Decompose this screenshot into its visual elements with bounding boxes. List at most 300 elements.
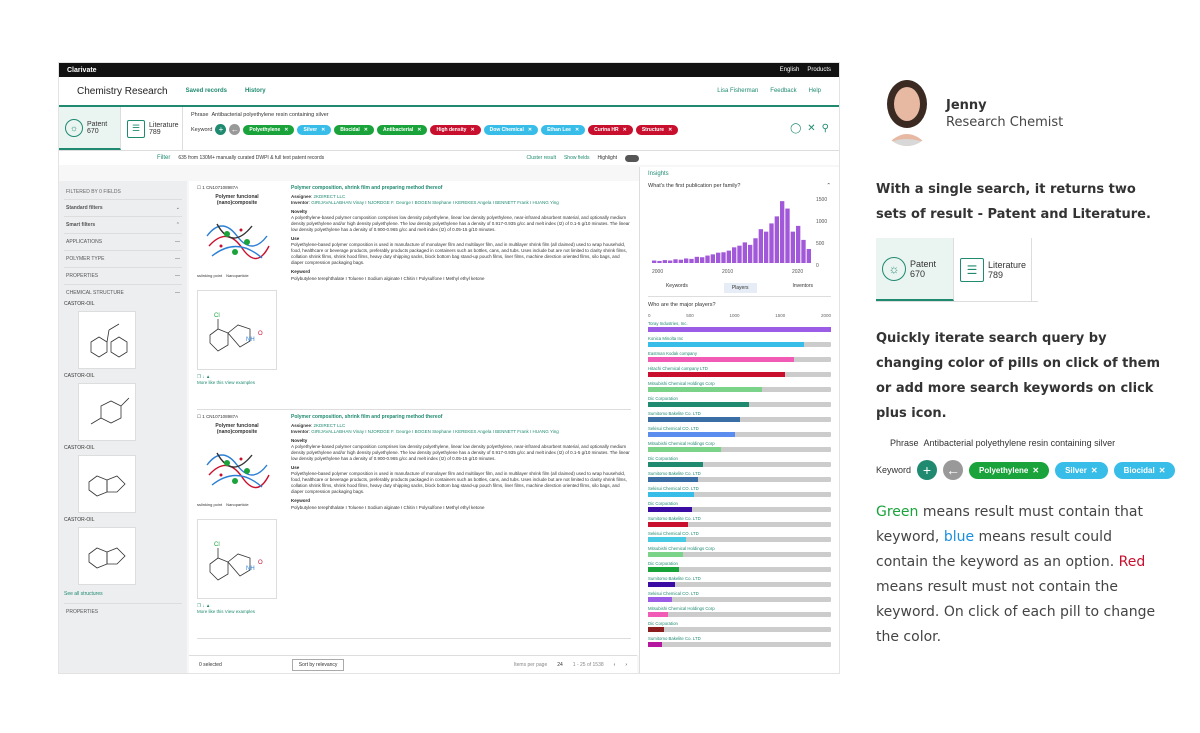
chevron-up-icon: ⌃ [175, 222, 180, 228]
cluster-result-button[interactable]: Cluster result [526, 155, 556, 161]
pill-label: Antibacterial [382, 126, 414, 133]
result-card[interactable] [197, 414, 631, 639]
player-name: Mitsubishi Chemical Holdings Corp [648, 546, 715, 551]
filter-properties-2[interactable] [64, 603, 182, 620]
svg-text:Cl: Cl [214, 313, 220, 319]
brand-logo: Clarivate [67, 66, 97, 74]
chemical-structure-label: CHEMICAL STRUCTURE [66, 290, 124, 296]
pill-label: Polyethylene [249, 126, 281, 133]
results-bar [59, 151, 839, 165]
applications-label: APPLICATIONS [66, 239, 103, 245]
pill-label: Curina HR [594, 126, 619, 133]
axis-tick: 1500 [775, 313, 786, 318]
chart-bar[interactable] [727, 251, 731, 263]
player-bar [648, 492, 694, 497]
axis-tick: 500 [686, 313, 694, 318]
close-icon[interactable]: ✕ [284, 126, 289, 133]
keyword-pill[interactable] [541, 125, 585, 135]
result-actions [197, 603, 285, 614]
chart-bar[interactable] [807, 249, 811, 263]
keyword-pill[interactable] [430, 125, 480, 135]
y-tick: 500 [816, 241, 825, 247]
player-bar-track [648, 627, 831, 632]
record-number: CN107108987A [206, 185, 239, 190]
inventor[interactable]: GIRIJAVALLABHAN Vinay I NJORDGE F. George I BOGEN Stephane I KEREKES Angela I BENNETT Frank I HUANG Ying [311, 199, 559, 205]
products-menu[interactable]: Products [807, 67, 831, 73]
player-name: Sekisui Chemical CO. LTD [648, 591, 699, 596]
tab-patent-label: Patent [910, 258, 937, 269]
player-bar-track [648, 567, 831, 572]
player-bar-track [648, 597, 831, 602]
result-text: Polymer composition, shrink film and preparing method thereof Assignee: 2KDIRECT LLC Inventor: GIRIJAVALLABHAN Vinay I NJORDGE F. George I BOGEN Stephane I KEREKES Angela I BENNETT Frank I HUANG Ying Novelty A polyethylene-based polymer composition comprises low density polyethylene, linear low density polyethylene, near-infrared absorbent material, and optionally medium density polyethylene and/or high density polyethylene. The low density polyethylene has a density of 0.917-0.935 g/cc and melt index (I2) of 0.1-5 g/10 minutes. The linear low density polyethylene has a density of 0.900-0.965 g/cc and melt index (I2) of 0.05-15 g/10 minutes. Use Polyethylene-based polymer composition is used in manufacture of monolayer film and multilayer film, and in multilayer shrink film (all claimed) used to wrap household, food, healthcare or beverage products, preferably products packaged in containers such as bottles, cans, and tubs. Uses include but are not limited to clarity shrink films, collation shrink films, shrink hood films, heavy duty shipping sacks, block bottom bag stand-up pouch films, liner films, machine direction oriented films, silo bags, and diaper compression packaging bags. Keyword Polybutylene terephthalate I Toluene I Sodium alginate I Chitin I Polysulfone I Methyl ethyl ketone [291, 414, 630, 510]
player-row[interactable] [648, 575, 831, 590]
chart-bar[interactable] [796, 226, 800, 263]
collapse-icon: — [175, 256, 180, 262]
chart-bar[interactable] [679, 260, 683, 263]
y-tick: 0 [816, 263, 819, 269]
language-select[interactable]: English [779, 67, 800, 73]
collapse-icon: — [175, 239, 180, 245]
player-bar [648, 447, 721, 452]
download-icon[interactable]: ↓ [202, 603, 205, 608]
chart-bar[interactable] [705, 256, 709, 263]
keyword-label: Keyword [876, 465, 912, 475]
app-title: Chemistry Research [77, 85, 168, 97]
search-tools [790, 107, 839, 150]
chart-bar[interactable] [732, 247, 736, 263]
player-row[interactable] [648, 440, 831, 455]
standard-filters[interactable] [64, 199, 182, 216]
x-tick: 2000 [652, 269, 664, 275]
chart-bar[interactable] [801, 240, 805, 263]
close-icon[interactable]: ✕ [622, 126, 627, 133]
field-label: Use [291, 236, 300, 242]
collapse-icon[interactable]: ⌃ [826, 183, 831, 189]
results-footer [189, 655, 637, 673]
show-fields-button[interactable]: Show fields [563, 155, 590, 161]
sort-select[interactable]: Sort by relevancy [292, 659, 345, 671]
properties-label: PROPERTIES [66, 273, 99, 279]
result-title[interactable]: Polymer composition, shrink film and preparing method thereof [291, 414, 443, 420]
y-tick: 1500 [816, 197, 828, 203]
result-card[interactable] [197, 185, 631, 410]
persona-name: Jenny [946, 98, 987, 113]
field-label: Inventor [291, 428, 309, 434]
player-bar-track [648, 462, 831, 467]
axis-tick: 0 [648, 313, 651, 318]
standard-filters-label: Standard filters [66, 205, 103, 211]
chart-bar[interactable] [769, 223, 773, 263]
copy-icon[interactable]: ❐ [197, 374, 202, 379]
chart-bar[interactable] [791, 232, 795, 263]
player-bar [648, 327, 831, 332]
user-menu[interactable]: Lisa Fisherman [717, 88, 759, 94]
filter-properties[interactable] [64, 267, 182, 284]
player-row[interactable] [648, 425, 831, 440]
player-bar [648, 642, 662, 647]
filtered-by: FILTERED BY 0 FIELDS [66, 189, 121, 195]
player-bar [648, 507, 692, 512]
novelty-text: A polyethylene-based polymer composition comprises low density polyethylene, linear low density polyethylene, near-infrared absorbent material, and optionally medium density polyethylene and/or high density polyethylene. The low density polyethylene has a density of 0.917-0.935 g/cc and melt index (I2) of 0.1-5 g/10 minutes. The linear low density polyethylene has a density of 0.900-0.965 g/cc and melt index (I2) of 0.05-15 g/10 minutes. [291, 443, 630, 462]
chart-bar[interactable] [700, 257, 704, 263]
novelty-text: A polyethylene-based polymer composition comprises low density polyethylene, linear low density polyethylene, near-infrared absorbent material, and optionally medium density polyethylene and/or high density polyethylene. The low density polyethylene has a density of 0.917-0.935 g/cc and melt index (I2) of 0.1-5 g/10 minutes. The linear low density polyethylene has a density of 0.900-0.965 g/cc and melt index (I2) of 0.05-15 g/10 minutes. [291, 214, 630, 233]
chart-bar[interactable] [737, 246, 741, 263]
smart-filters[interactable] [64, 216, 182, 233]
feedback-link[interactable]: Feedback [770, 88, 797, 94]
use-text: Polyethylene-based polymer composition is used in manufacture of monolayer film and multilayer film, and in multilayer shrink film (all claimed) used to wrap household, food, healthcare or beverage products, preferably products packaged in containers such as bottles, cans, and tubs. Uses include but are not limited to clarity shrink films, collation shrink films, shrink hood films, heavy duty shipping sacks, block bottom bag stand-up pouch films, liner films, machine direction oriented films, silo bags, and diaper compression packaging bags. [291, 471, 627, 495]
chart-bar[interactable] [775, 216, 779, 263]
player-bar-track [648, 387, 831, 392]
inventor[interactable]: GIRIJAVALLABHAN Vinay I NJORDGE F. George I BOGEN Stephane I KEREKES Angela I BENNETT Frank I HUANG Ying [311, 428, 559, 434]
chart-bar[interactable] [668, 261, 672, 263]
main-nav [59, 77, 839, 107]
player-name: Dic Corporation [648, 396, 678, 401]
prev-page-button[interactable]: ‹ [613, 661, 616, 668]
highlight-toggle[interactable]: Highlight [597, 155, 617, 161]
player-row[interactable] [648, 590, 831, 605]
player-name: Mitsubishi Chemical Holdings Corp [648, 606, 715, 611]
player-bar [648, 627, 664, 632]
player-row[interactable] [648, 545, 831, 560]
composite-diagram [197, 194, 277, 284]
assignee[interactable]: 2KDIRECT LLC [313, 422, 346, 428]
svg-text:NH: NH [246, 566, 255, 572]
saved-records-link[interactable]: Saved records [185, 88, 227, 94]
close-icon[interactable]: ✕ [807, 123, 816, 134]
player-bar-track [648, 357, 831, 362]
chart-bar[interactable] [753, 238, 757, 263]
player-row[interactable] [648, 350, 831, 365]
blue-word: blue [943, 529, 975, 545]
player-row[interactable] [648, 485, 831, 500]
player-row[interactable] [648, 410, 831, 425]
tab-patent-label: Patent [87, 120, 108, 128]
keyword-pill[interactable] [243, 125, 294, 135]
structure-thumbnail[interactable] [78, 311, 136, 369]
view-examples-link[interactable]: View examples [224, 609, 255, 614]
document-icon: ☰ [127, 120, 145, 138]
chart-bar[interactable] [743, 242, 747, 263]
player-name: Sekisui Chemical CO. LTD [648, 426, 699, 431]
player-bar-track [648, 582, 831, 587]
pill-label: Dow Chemical [489, 126, 524, 133]
player-bar [648, 582, 675, 587]
player-bar-track [648, 642, 831, 647]
pill-label: Silver [303, 126, 318, 133]
player-name: Dic Corporation [648, 456, 678, 461]
selected-count: 0 selected [199, 661, 222, 668]
results-list [189, 181, 639, 655]
help-link[interactable]: Help [808, 88, 821, 94]
chart-bar[interactable] [689, 259, 693, 263]
player-name: Sumitomo Bakelite Co. LTD [648, 516, 701, 521]
smart-filters-label: Smart filters [66, 222, 96, 228]
player-bar [648, 417, 740, 422]
svg-text:O: O [258, 560, 263, 566]
keyword-row [191, 124, 782, 135]
results-count: 635 from 130M+ manually curated DWPI & full text patent records [178, 155, 325, 161]
result-actions [197, 374, 285, 385]
history-link[interactable]: History [244, 88, 266, 94]
player-bar [648, 342, 804, 347]
search-area [59, 107, 839, 151]
chart-bar[interactable] [684, 258, 688, 263]
chart-bar[interactable] [780, 201, 784, 263]
player-bar [648, 522, 688, 527]
player-name: Toray Industries, Inc. [648, 321, 688, 326]
tab-literature-label: Literature [149, 121, 179, 129]
assignee[interactable]: 2KDIRECT LLC [313, 193, 346, 199]
close-icon[interactable]: ✕ [363, 126, 368, 133]
pill-green: Polyethylene ✕ [969, 462, 1049, 479]
player-name: Dic Corporation [648, 561, 678, 566]
pill-blue: Silver ✕ [1055, 462, 1108, 479]
axis-tick: 1000 [729, 313, 740, 318]
player-bar-track [648, 402, 831, 407]
player-row[interactable] [648, 320, 831, 335]
tab-inventors[interactable]: Inventors [792, 283, 814, 289]
player-bar-track [648, 372, 831, 377]
close-icon[interactable]: ✕ [417, 126, 422, 133]
castor-label: CASTOR-OIL [64, 517, 95, 523]
castor-label: CASTOR-OIL [64, 445, 95, 451]
avatar [878, 74, 936, 146]
player-row[interactable] [648, 395, 831, 410]
keyword-pill[interactable] [588, 125, 633, 135]
player-bar [648, 537, 686, 542]
phrase-value: Antibacterial polyethylene resin containing silver [923, 438, 1116, 448]
thumbs-up-icon[interactable]: ▲ [205, 603, 211, 608]
highlight-switch[interactable] [625, 155, 639, 162]
tab-keywords[interactable]: Keywords [665, 283, 688, 289]
result-images: ☐ 1 CN107108987A Polymer funcional (nano)composite sslinking point Nanoparticle Cl NH O ❐ ↓ ▲ More like this View examples [197, 185, 285, 409]
chart-bar[interactable] [657, 261, 661, 263]
top-bar [59, 63, 839, 77]
insights-title: Insights [648, 171, 669, 177]
player-name: Dic Corporation [648, 621, 678, 626]
items-per-page-select[interactable]: 24 [557, 661, 563, 668]
player-row[interactable] [648, 470, 831, 485]
tab-literature-count: 789 [988, 269, 1004, 280]
player-name: Sumitomo Bakelite Co. LTD [648, 576, 701, 581]
player-name: Mitsubishi Chemical Holdings Corp [648, 381, 715, 386]
player-name: Konica Minolta Inc [648, 336, 684, 341]
player-row[interactable] [648, 335, 831, 350]
back-icon[interactable]: ← [230, 125, 239, 134]
field-label: Novelty [291, 437, 308, 443]
insights-panel [639, 167, 839, 673]
view-examples-link[interactable]: View examples [224, 380, 255, 385]
next-page-button[interactable]: › [625, 661, 627, 668]
player-bar-track [648, 327, 831, 332]
pill-label: Polyethylene [979, 465, 1029, 475]
chart-bar[interactable] [748, 245, 752, 263]
note-pills: Quickly iterate search query by changing color of pills on click of them or add more search keywords on click plus icon. [876, 331, 1161, 421]
note-results: With a single search, it returns two sets of result - Patent and Literature. [876, 182, 1151, 222]
player-bar [648, 357, 794, 362]
players-question: Who are the major players? [648, 302, 716, 308]
structure-thumbnail[interactable] [78, 527, 136, 585]
pill-label: Biocidal [340, 126, 360, 133]
items-per-page-label: Items per page [513, 661, 548, 668]
filter-polymer-type[interactable] [64, 250, 182, 267]
more-like-this-link[interactable]: More like this [197, 380, 224, 385]
thumbs-up-icon[interactable]: ▲ [205, 374, 211, 379]
player-row[interactable] [648, 620, 831, 635]
download-icon[interactable]: ↓ [202, 374, 205, 379]
player-bar-track [648, 612, 831, 617]
castor-label: CASTOR-OIL [64, 301, 95, 307]
result-images: ☐ 1 CN107108987A Polymer funcional (nano)composite sslinking point Nanoparticle Cl NH O ❐ ↓ ▲ More like this View examples [197, 414, 285, 638]
note-text: means result could contain the keyword as an option. [876, 529, 1119, 570]
field-label: Assignee [291, 193, 312, 199]
tab-literature[interactable] [121, 107, 183, 150]
tab-players[interactable]: Players [724, 283, 757, 293]
collapse-icon: — [175, 273, 180, 279]
properties-label: PROPERTIES [66, 609, 99, 615]
player-bar-track [648, 537, 831, 542]
close-icon[interactable]: ✕ [527, 126, 533, 133]
x-tick: 2010 [722, 269, 734, 275]
player-bar [648, 567, 679, 572]
note-colors [876, 500, 1166, 650]
search-icon[interactable]: ⚲ [821, 123, 829, 134]
copy-icon[interactable]: ❐ [197, 603, 202, 608]
chart-bar[interactable] [663, 260, 667, 263]
checkbox[interactable]: ☐ [197, 414, 202, 419]
player-bar-track [648, 342, 831, 347]
back-icon: ← [943, 460, 963, 480]
tab-patent-count: 670 [87, 127, 99, 135]
checkbox[interactable]: ☐ [197, 185, 202, 190]
chart-bar[interactable] [711, 254, 715, 263]
legend-item: Nanoparticle [226, 273, 249, 278]
player-bar [648, 372, 785, 377]
player-bar-track [648, 522, 831, 527]
keyword-pill[interactable] [297, 125, 331, 135]
player-bar [648, 387, 762, 392]
close-icon[interactable]: ✕ [574, 126, 580, 133]
mol-title: Polymer funcional (nano)composite [215, 194, 259, 206]
player-name: Eastman Kodak company [648, 351, 697, 356]
player-bar [648, 552, 683, 557]
player-name: Sekisui Chemical CO. LTD [648, 531, 699, 536]
player-name: Sumitomo Bakelite Co. LTD [648, 471, 701, 476]
tab-literature-preview [954, 238, 1032, 301]
pill-label: Biocidal [1123, 465, 1155, 475]
field-label: Keyword [291, 269, 311, 275]
player-row[interactable] [648, 380, 831, 395]
chart-bar[interactable] [759, 229, 763, 263]
note-text: means result must contain that keyword, [876, 504, 1143, 545]
result-text: Polymer composition, shrink film and preparing method thereof Assignee: 2KDIRECT LLC Inventor: GIRIJAVALLABHAN Vinay I NJORDGE F. George I BOGEN Stephane I KEREKES Angela I BENNETT Frank I HUANG Ying Novelty A polyethylene-based polymer composition comprises low density polyethylene, linear low density polyethylene, near-infrared absorbent material, and optionally medium density polyethylene and/or high density polyethylene. The low density polyethylene has a density of 0.917-0.935 g/cc and melt index (I2) of 0.1-5 g/10 minutes. The linear low density polyethylene has a density of 0.900-0.965 g/cc and melt index (I2) of 0.05-15 g/10 minutes. Use Polyethylene-based polymer composition is used in manufacture of monolayer film and multilayer film, and in multilayer shrink film (all claimed) used to wrap household, food, healthcare or beverage products, preferably products packaged in containers such as bottles, cans, and tubs. Uses include but are not limited to clarity shrink films, collation shrink films, shrink hood films, heavy duty shipping sacks, block bottom bag stand-up pouch films, liner films, machine direction oriented films, silo bags, and diaper compression packaging bags. Keyword Polybutylene terephthalate I Toluene I Sodium alginate I Chitin I Polysulfone I Methyl ethyl ketone [291, 185, 630, 281]
chevron-down-icon: ⌄ [175, 205, 180, 211]
insight-tabs [648, 283, 831, 297]
player-name: Sumitomo Bakelite Co. LTD [648, 411, 701, 416]
app-window [58, 62, 840, 674]
phrase-label: Phrase [191, 112, 209, 118]
player-bar-track [648, 507, 831, 512]
player-name: Hitachi Chemical company LTD [648, 366, 708, 371]
keyword-label: Keyword [191, 126, 213, 133]
filter-chemical-structure[interactable] [64, 284, 182, 301]
keyword-pill[interactable] [377, 125, 428, 135]
add-keyword-button[interactable]: + [215, 124, 226, 135]
tab-patent[interactable] [59, 107, 121, 150]
pill-blue: Biocidal ✕ [1114, 462, 1176, 479]
player-row[interactable] [648, 500, 831, 515]
keyword-pill[interactable] [636, 125, 678, 135]
chart-bar[interactable] [652, 261, 656, 263]
chart-bar[interactable] [673, 259, 677, 263]
close-icon[interactable]: ✕ [321, 126, 326, 133]
structure-thumbnail[interactable] [78, 455, 136, 513]
player-row[interactable] [648, 605, 831, 620]
close-icon[interactable]: ✕ [668, 126, 673, 133]
player-row[interactable] [648, 515, 831, 530]
player-name: Mitsubishi Chemical Holdings Corp [648, 441, 715, 446]
player-name: Dic Corporation [648, 501, 678, 506]
tab-patent-count: 670 [910, 268, 926, 279]
chart-bar[interactable] [695, 257, 699, 263]
use-text: Polyethylene-based polymer composition is used in manufacture of monolayer film and multilayer film, and in multilayer shrink film (all claimed) used to wrap household, food, healthcare or beverage products, preferably products packaged in containers such as bottles, cans, and tubs. Uses include but are not limited to clarity shrink films, collation shrink films, shrink hood films, heavy duty shipping sacks, block bottom bag stand-up pouch films, liner films, machine direction oriented films, silo bags, and diaper compression packaging bags. [291, 242, 627, 266]
polymer-type-label: POLYMER TYPE [66, 256, 105, 262]
tab-patent-preview [876, 238, 954, 301]
keyword-pill[interactable] [334, 125, 374, 135]
tab-literature-label: Literature [988, 259, 1027, 270]
legend-item: sslinking point [197, 273, 223, 278]
more-like-this-link[interactable]: More like this [197, 609, 224, 614]
player-bar [648, 612, 668, 617]
chart-bar[interactable] [716, 253, 720, 263]
composite-diagram [197, 423, 277, 513]
phrase-value[interactable]: Antibacterial polyethylene resin containing silver [211, 112, 329, 118]
pill-label: High density [436, 126, 467, 133]
see-all-structures-link[interactable]: See all structures [64, 591, 103, 597]
legend-item: sslinking point [197, 502, 223, 507]
close-icon[interactable]: ✕ [470, 126, 475, 133]
player-bar [648, 462, 703, 467]
query-demo [876, 438, 1175, 480]
red-word: Red [1118, 554, 1146, 570]
axis-tick: 2000 [820, 313, 831, 318]
structure-thumbnail[interactable] [78, 383, 136, 441]
chart-bar[interactable] [785, 209, 789, 263]
castor-label: CASTOR-OIL [64, 373, 95, 379]
svg-text:Cl: Cl [214, 542, 220, 548]
page-range: 1 - 25 of 1538 [572, 661, 604, 668]
bulb-icon: ☼ [882, 257, 906, 281]
chart-bar[interactable] [721, 252, 725, 263]
keyword-pill[interactable] [484, 125, 538, 135]
chart-bar[interactable] [764, 232, 768, 263]
player-row[interactable] [648, 635, 831, 650]
filter-sidebar [59, 181, 187, 673]
player-row[interactable] [648, 365, 831, 380]
player-row[interactable] [648, 560, 831, 575]
field-label: Keyword [291, 498, 311, 504]
persona-role: Research Chemist [946, 115, 1064, 130]
player-row[interactable] [648, 455, 831, 470]
legend-item: Nanoparticle [226, 502, 249, 507]
x-tick: 2020 [792, 269, 804, 275]
query-builder [183, 107, 790, 150]
player-row[interactable] [648, 530, 831, 545]
structure-icon[interactable]: ◯ [790, 123, 802, 134]
result-title[interactable]: Polymer composition, shrink film and preparing method thereof [291, 185, 443, 191]
filter-button[interactable]: Filter [157, 155, 171, 161]
filter-applications[interactable] [64, 233, 182, 250]
